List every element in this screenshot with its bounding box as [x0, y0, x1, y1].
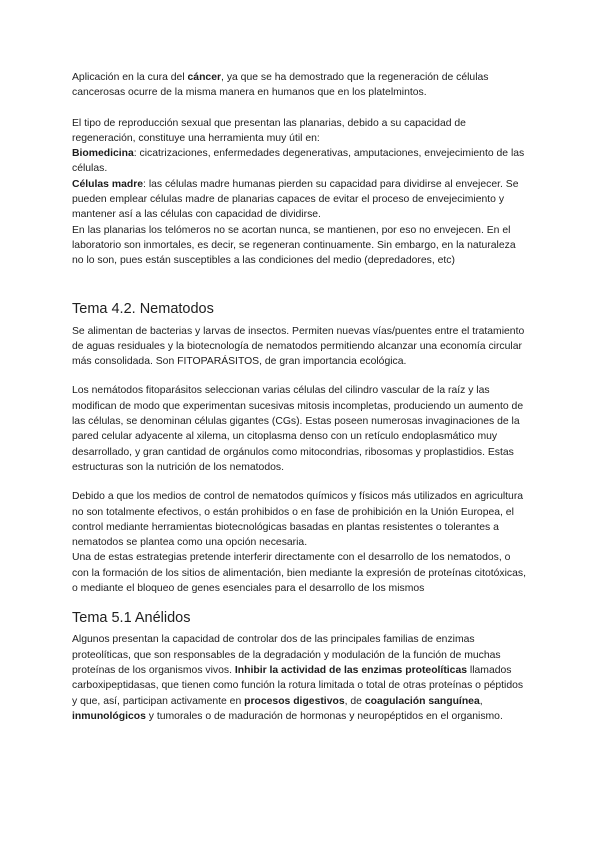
- paragraph-anelidos: [72, 632, 528, 724]
- bold-term-coagulacion: coagulación sanguínea: [364, 695, 480, 707]
- text: y tumorales o de maduración de hormonas y neuropéptidos en el organismo.: [145, 710, 503, 722]
- text: : cicatrizaciones, enfermedades degenerativas, amputaciones, envejecimiento de las células.: [72, 148, 525, 175]
- paragraph-nematodos-1: Se alimentan de bacterias y larvas de insectos. Permiten nuevas vías/puentes entre el tratamiento de aguas residuales y la biotecnología de nematodos permitiendo alcanzar una economía circular más consolidada. Son FITOPARÁSITOS, de gran importancia ecológica.: [72, 325, 525, 368]
- bold-term-inmunologicos: inmunológicos: [72, 710, 146, 722]
- text: El tipo de reproducción sexual que presentan las planarias, debido a su capacidad de regeneración, constituye una herramienta muy útil en:: [72, 117, 466, 144]
- paragraph-nematodos-3: [72, 489, 528, 596]
- text: Debido a que los medios de control de nematodos químicos y físicos más utilizados en agricultura no son totalmente efectivos, o están prohibidos o en fase de prohibición en la Unión Europea, el control mediante herramientas biotecnológicas basadas en plantas resistentes o tolerantes a nematodos se plantea como una opción necesaria.: [72, 491, 524, 549]
- paragraph-planarias: [72, 116, 528, 269]
- text: Una de estas estrategias pretende interferir directamente con el desarrollo de los nematodos, o con la formación de los sitios de alimentación, bien mediante la expresión de proteínas citotóxicas, o mediante el bloqueo de genes esenciales para el desarrollo de los mismos: [72, 552, 526, 595]
- bold-term-procesos-digestivos: procesos digestivos: [244, 695, 345, 707]
- bold-term-inhibir: Inhibir la actividad de las enzimas proteolíticas: [234, 664, 468, 676]
- section-heading-nematodos: Tema 4.2. Nematodos: [72, 300, 214, 317]
- text: ,: [479, 695, 483, 707]
- document-page: [72, 70, 528, 724]
- bold-term-cancer: cáncer: [187, 72, 222, 83]
- paragraph-nematodos-2: Los nemátodos fitoparásitos seleccionan varias células del cilindro vascular de la raíz y las modifican de modo que experimentan sucesivas mitosis incompletas, produciendo un aumento de las células, se denominan células gigantes (CGs). Estas poseen numerosas invaginaciones de la pared celular adyacente al xilema, un citoplasma denso con un retículo endoplasmático muy desarrollado, y gran cantidad de orgánulos como mitocondrias, ribosomas y proplastidios. Estas estructuras son la nutrición de los nematodos.: [72, 385, 524, 473]
- text: En las planarias los telómeros no se acortan nunca, se mantienen, por eso no envejecen. En el laboratorio son inmortales, es decir, se regeneran continuamente. Sin embargo, en la naturaleza no lo son, pues están susceptibles a las condiciones del medio (depredadores, etc): [72, 224, 516, 267]
- text: llamados carboxipeptidasas, que tienen como función la rotura limitada o total de otras proteínas o péptidos y que, así, participan activamente en: [72, 664, 524, 707]
- bold-term-celulas-madre: Células madre: [72, 178, 144, 190]
- text: Aplicación en la cura del: [72, 72, 188, 83]
- text: , ya que se ha demostrado que la regeneración de células cancerosas ocurre de la misma manera en humanos que en los platelmintos.: [72, 72, 489, 99]
- bold-term-biomedicina: Biomedicina: [72, 148, 134, 160]
- text: : las células madre humanas pierden su capacidad para dividirse al envejecer. Se pueden emplear células madre de planarias capaces de evitar el proceso de envejecimiento y mantener así a las células con capacidad de dividirse.: [72, 178, 519, 221]
- section-heading-anelidos: Tema 5.1 Anélidos: [72, 610, 191, 627]
- paragraph-cancer: [72, 70, 528, 101]
- text: , de: [344, 695, 365, 707]
- text: Algunos presentan la capacidad de controlar dos de las principales familias de enzimas proteolíticas, que son responsables de la degradación y modulación de la función de muchas proteínas de los organismos vivos.: [72, 634, 501, 676]
